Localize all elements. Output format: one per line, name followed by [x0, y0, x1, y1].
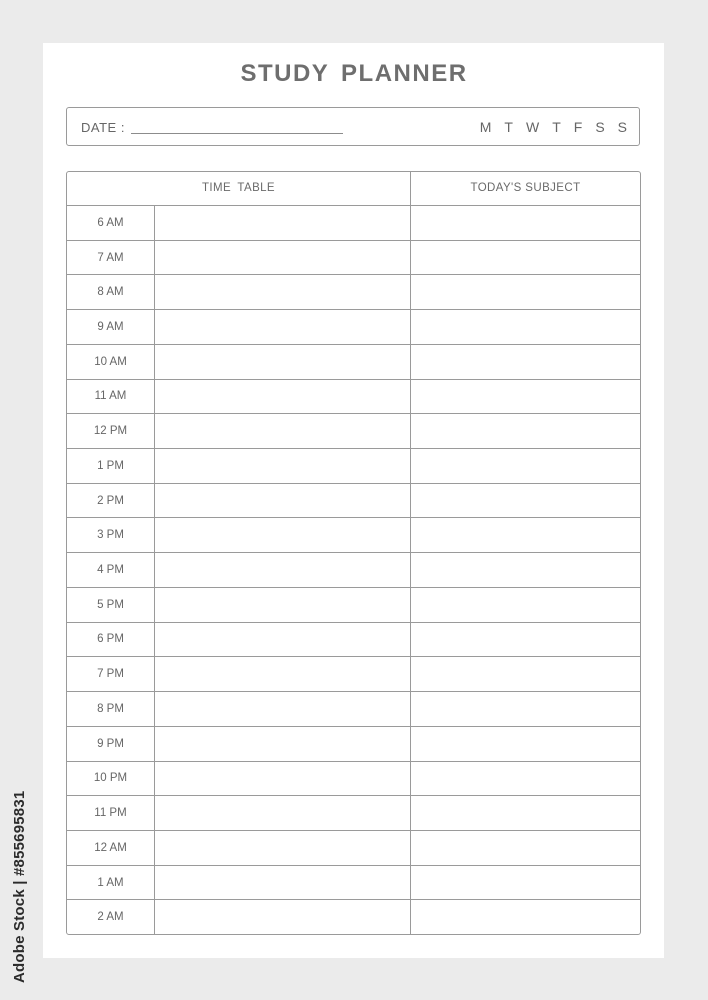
time-label: 10 PM: [67, 762, 155, 796]
time-label: 7 AM: [67, 241, 155, 275]
table-row: [67, 900, 640, 934]
weekday-6[interactable]: S: [617, 119, 627, 135]
study-slot-cell[interactable]: [155, 588, 411, 622]
time-label: 8 PM: [67, 692, 155, 726]
study-slot-cell[interactable]: [155, 241, 411, 275]
table-row: [67, 518, 640, 553]
subject-cell[interactable]: [411, 275, 640, 309]
subject-cell[interactable]: [411, 414, 640, 448]
time-label: 12 PM: [67, 414, 155, 448]
study-slot-cell[interactable]: [155, 623, 411, 657]
time-label: 3 PM: [67, 518, 155, 552]
study-slot-cell[interactable]: [155, 553, 411, 587]
table-row: [67, 241, 640, 276]
study-slot-cell[interactable]: [155, 380, 411, 414]
study-slot-cell[interactable]: [155, 727, 411, 761]
table-row: [67, 414, 640, 449]
table-row: [67, 588, 640, 623]
study-timetable: [66, 171, 641, 935]
date-input-line[interactable]: [131, 133, 343, 134]
page-title: STUDY PLANNER: [240, 60, 468, 87]
table-row: [67, 796, 640, 831]
weekday-0[interactable]: M: [479, 119, 492, 135]
table-header: [67, 172, 640, 206]
table-row: [67, 310, 640, 345]
weekday-5[interactable]: S: [595, 119, 605, 135]
table-row: [67, 345, 640, 380]
subject-cell[interactable]: [411, 866, 640, 900]
study-slot-cell[interactable]: [155, 866, 411, 900]
table-row: [67, 727, 640, 762]
subject-cell[interactable]: [411, 588, 640, 622]
time-label: 5 PM: [67, 588, 155, 622]
study-slot-cell[interactable]: [155, 518, 411, 552]
time-label: 2 AM: [67, 900, 155, 934]
time-label: 10 AM: [67, 345, 155, 379]
subject-cell[interactable]: [411, 727, 640, 761]
study-slot-cell[interactable]: [155, 796, 411, 830]
time-label: 9 AM: [67, 310, 155, 344]
subject-cell[interactable]: [411, 831, 640, 865]
table-row: [67, 866, 640, 901]
time-label: 1 PM: [67, 449, 155, 483]
subject-cell[interactable]: [411, 657, 640, 691]
study-slot-cell[interactable]: [155, 900, 411, 934]
subject-cell[interactable]: [411, 241, 640, 275]
study-slot-cell[interactable]: [155, 657, 411, 691]
subject-cell[interactable]: [411, 310, 640, 344]
table-row: [67, 553, 640, 588]
table-row: [67, 692, 640, 727]
table-body: [67, 206, 640, 934]
subject-cell[interactable]: [411, 762, 640, 796]
weekday-4[interactable]: F: [573, 119, 583, 135]
table-row: [67, 623, 640, 658]
study-slot-cell[interactable]: [155, 484, 411, 518]
study-slot-cell[interactable]: [155, 449, 411, 483]
table-row: [67, 657, 640, 692]
study-slot-cell[interactable]: [155, 275, 411, 309]
time-label: 9 PM: [67, 727, 155, 761]
date-label: DATE :: [81, 120, 125, 135]
table-row: [67, 484, 640, 519]
weekday-selector: [480, 119, 627, 135]
study-slot-cell[interactable]: [155, 206, 411, 240]
table-row: [67, 380, 640, 415]
subject-cell[interactable]: [411, 206, 640, 240]
time-label: 6 PM: [67, 623, 155, 657]
table-row: [67, 831, 640, 866]
date-bar: [66, 107, 640, 146]
study-slot-cell[interactable]: [155, 692, 411, 726]
subject-cell[interactable]: [411, 623, 640, 657]
column-header-todays-subject: TODAY'S SUBJECT: [470, 182, 581, 194]
study-slot-cell[interactable]: [155, 414, 411, 448]
time-label: 1 AM: [67, 866, 155, 900]
subject-cell[interactable]: [411, 553, 640, 587]
table-row: [67, 275, 640, 310]
weekday-1[interactable]: T: [504, 119, 513, 135]
time-label: 6 AM: [67, 206, 155, 240]
subject-cell[interactable]: [411, 518, 640, 552]
subject-cell[interactable]: [411, 449, 640, 483]
subject-cell[interactable]: [411, 345, 640, 379]
subject-cell[interactable]: [411, 692, 640, 726]
subject-cell[interactable]: [411, 484, 640, 518]
time-label: 4 PM: [67, 553, 155, 587]
time-label: 12 AM: [67, 831, 155, 865]
subject-cell[interactable]: [411, 380, 640, 414]
subject-cell[interactable]: [411, 900, 640, 934]
table-row: [67, 206, 640, 241]
table-row: [67, 762, 640, 797]
time-label: 8 AM: [67, 275, 155, 309]
study-slot-cell[interactable]: [155, 762, 411, 796]
weekday-2[interactable]: W: [525, 119, 540, 135]
time-label: 2 PM: [67, 484, 155, 518]
subject-cell[interactable]: [411, 796, 640, 830]
study-slot-cell[interactable]: [155, 310, 411, 344]
time-label: 11 PM: [67, 796, 155, 830]
column-header-time-table: TIME TABLE: [67, 172, 411, 205]
study-slot-cell[interactable]: [155, 831, 411, 865]
weekday-3[interactable]: T: [552, 119, 561, 135]
table-row: [67, 449, 640, 484]
study-slot-cell[interactable]: [155, 345, 411, 379]
time-label: 7 PM: [67, 657, 155, 691]
stock-id-text: Adobe Stock | #855695831: [11, 790, 28, 983]
time-label: 11 AM: [67, 380, 155, 414]
